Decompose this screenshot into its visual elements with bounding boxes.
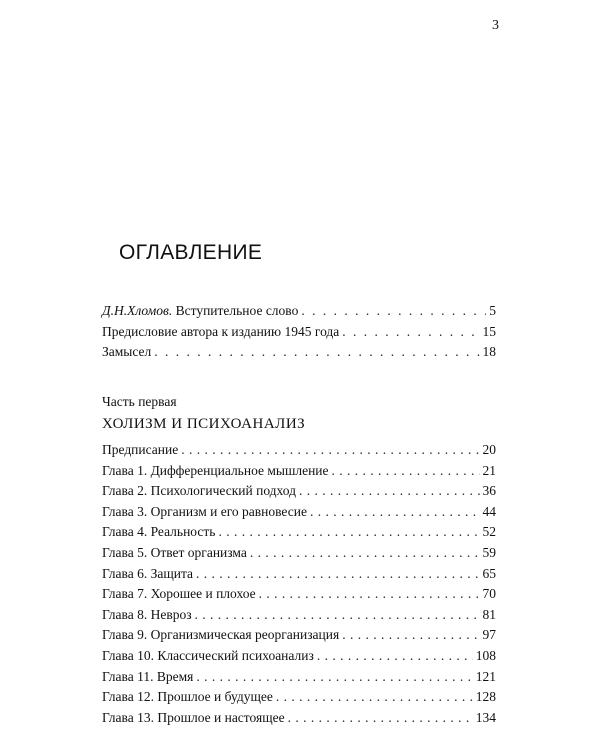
toc-entry-title: Глава 6. Защита	[102, 565, 194, 581]
dot-leader	[218, 522, 479, 543]
dot-leader	[310, 502, 480, 523]
toc-entry-title: Глава 1. Дифференциальное мышление	[102, 462, 329, 478]
dot-leader	[317, 646, 473, 667]
toc-entry-page: 81	[482, 606, 496, 622]
dot-leader	[342, 322, 479, 343]
dot-leader	[288, 708, 473, 729]
toc-entry-title: Глава 11. Время	[102, 668, 194, 684]
toc-entry[interactable]	[102, 605, 496, 626]
toc-entry[interactable]	[102, 440, 496, 461]
toc-entry-page: 97	[482, 627, 496, 643]
toc-entry-title: Глава 9. Организмическая реорганизация	[102, 627, 340, 643]
front-matter-list	[102, 301, 496, 363]
toc-entry[interactable]	[102, 461, 496, 482]
page-number: 3	[492, 18, 499, 33]
toc-entry-title: Глава 3. Организм и его равновесие	[102, 503, 307, 519]
toc-entry-label: Вступительное слово	[172, 303, 299, 318]
toc-entry-title: Замысел	[102, 344, 152, 360]
dot-leader	[196, 667, 472, 688]
toc-entry-page: 65	[482, 565, 496, 581]
toc-entry-title: Глава 8. Невроз	[102, 606, 192, 622]
toc-entry-page: 108	[475, 647, 496, 663]
toc-entry-title: Глава 4. Реальность	[102, 524, 216, 540]
toc-entry-title: Предисловие автора к изданию 1945 года	[102, 323, 340, 339]
toc-entry[interactable]	[102, 543, 496, 564]
dot-leader	[250, 543, 480, 564]
toc-entry[interactable]	[102, 522, 496, 543]
toc-entry[interactable]	[102, 667, 496, 688]
dot-leader	[181, 440, 479, 461]
toc-entry[interactable]	[102, 481, 496, 502]
toc-entry-page: 134	[475, 709, 496, 725]
toc-entry[interactable]	[102, 708, 496, 729]
toc-entry-page: 121	[475, 668, 496, 684]
toc-entry-page: 59	[482, 544, 496, 560]
toc-entry-page: 5	[489, 303, 496, 318]
part-label: Часть первая	[102, 394, 177, 409]
toc-entry-page: 15	[482, 323, 496, 339]
toc-entry-title: Глава 13. Прошлое и настоящее	[102, 709, 285, 725]
toc-entry-author: Д.Н.Хломов.	[102, 303, 173, 318]
toc-entry-title: Глава 12. Прошлое и будущее	[102, 689, 273, 705]
toc-entry[interactable]	[102, 342, 496, 363]
dot-leader	[259, 584, 480, 605]
chapter-list	[102, 440, 496, 728]
toc-entry[interactable]	[102, 646, 496, 667]
toc-entry[interactable]	[102, 687, 496, 708]
toc-entry-page: 20	[482, 442, 496, 457]
dot-leader	[196, 564, 479, 585]
toc-entry[interactable]	[102, 625, 496, 646]
toc-entry-page: 52	[482, 524, 496, 540]
toc-entry[interactable]	[102, 584, 496, 605]
dot-leader	[276, 687, 473, 708]
toc-entry-title: Глава 5. Ответ организма	[102, 544, 247, 560]
toc-entry-page: 44	[482, 503, 496, 519]
toc-entry-title	[102, 301, 298, 322]
toc-entry-title: Предписание	[102, 442, 179, 457]
toc-entry-title: Глава 7. Хорошее и плохое	[102, 586, 256, 602]
toc-entry-page: 21	[482, 462, 496, 478]
toc-entry[interactable]	[102, 502, 496, 523]
dot-leader	[154, 342, 479, 363]
dot-leader	[195, 605, 480, 626]
part-title: ХОЛИЗМ И ПСИХОАНАЛИЗ	[102, 416, 306, 432]
toc-entry[interactable]	[102, 564, 496, 585]
toc-entry-page: 128	[475, 689, 496, 705]
dot-leader	[299, 481, 479, 502]
toc-entry-page: 70	[482, 586, 496, 602]
toc-entry-page: 18	[482, 344, 496, 360]
toc-entry[interactable]	[102, 322, 496, 343]
page-title: ОГЛАВЛЕНИЕ	[119, 241, 263, 264]
dot-leader	[301, 301, 486, 322]
toc-entry-page: 36	[482, 483, 496, 499]
toc-entry-title: Глава 10. Классический психоанализ	[102, 647, 314, 663]
dot-leader	[332, 461, 480, 482]
dot-leader	[342, 625, 479, 646]
toc-entry[interactable]	[102, 301, 496, 322]
toc-entry-title: Глава 2. Психологический подход	[102, 483, 297, 499]
